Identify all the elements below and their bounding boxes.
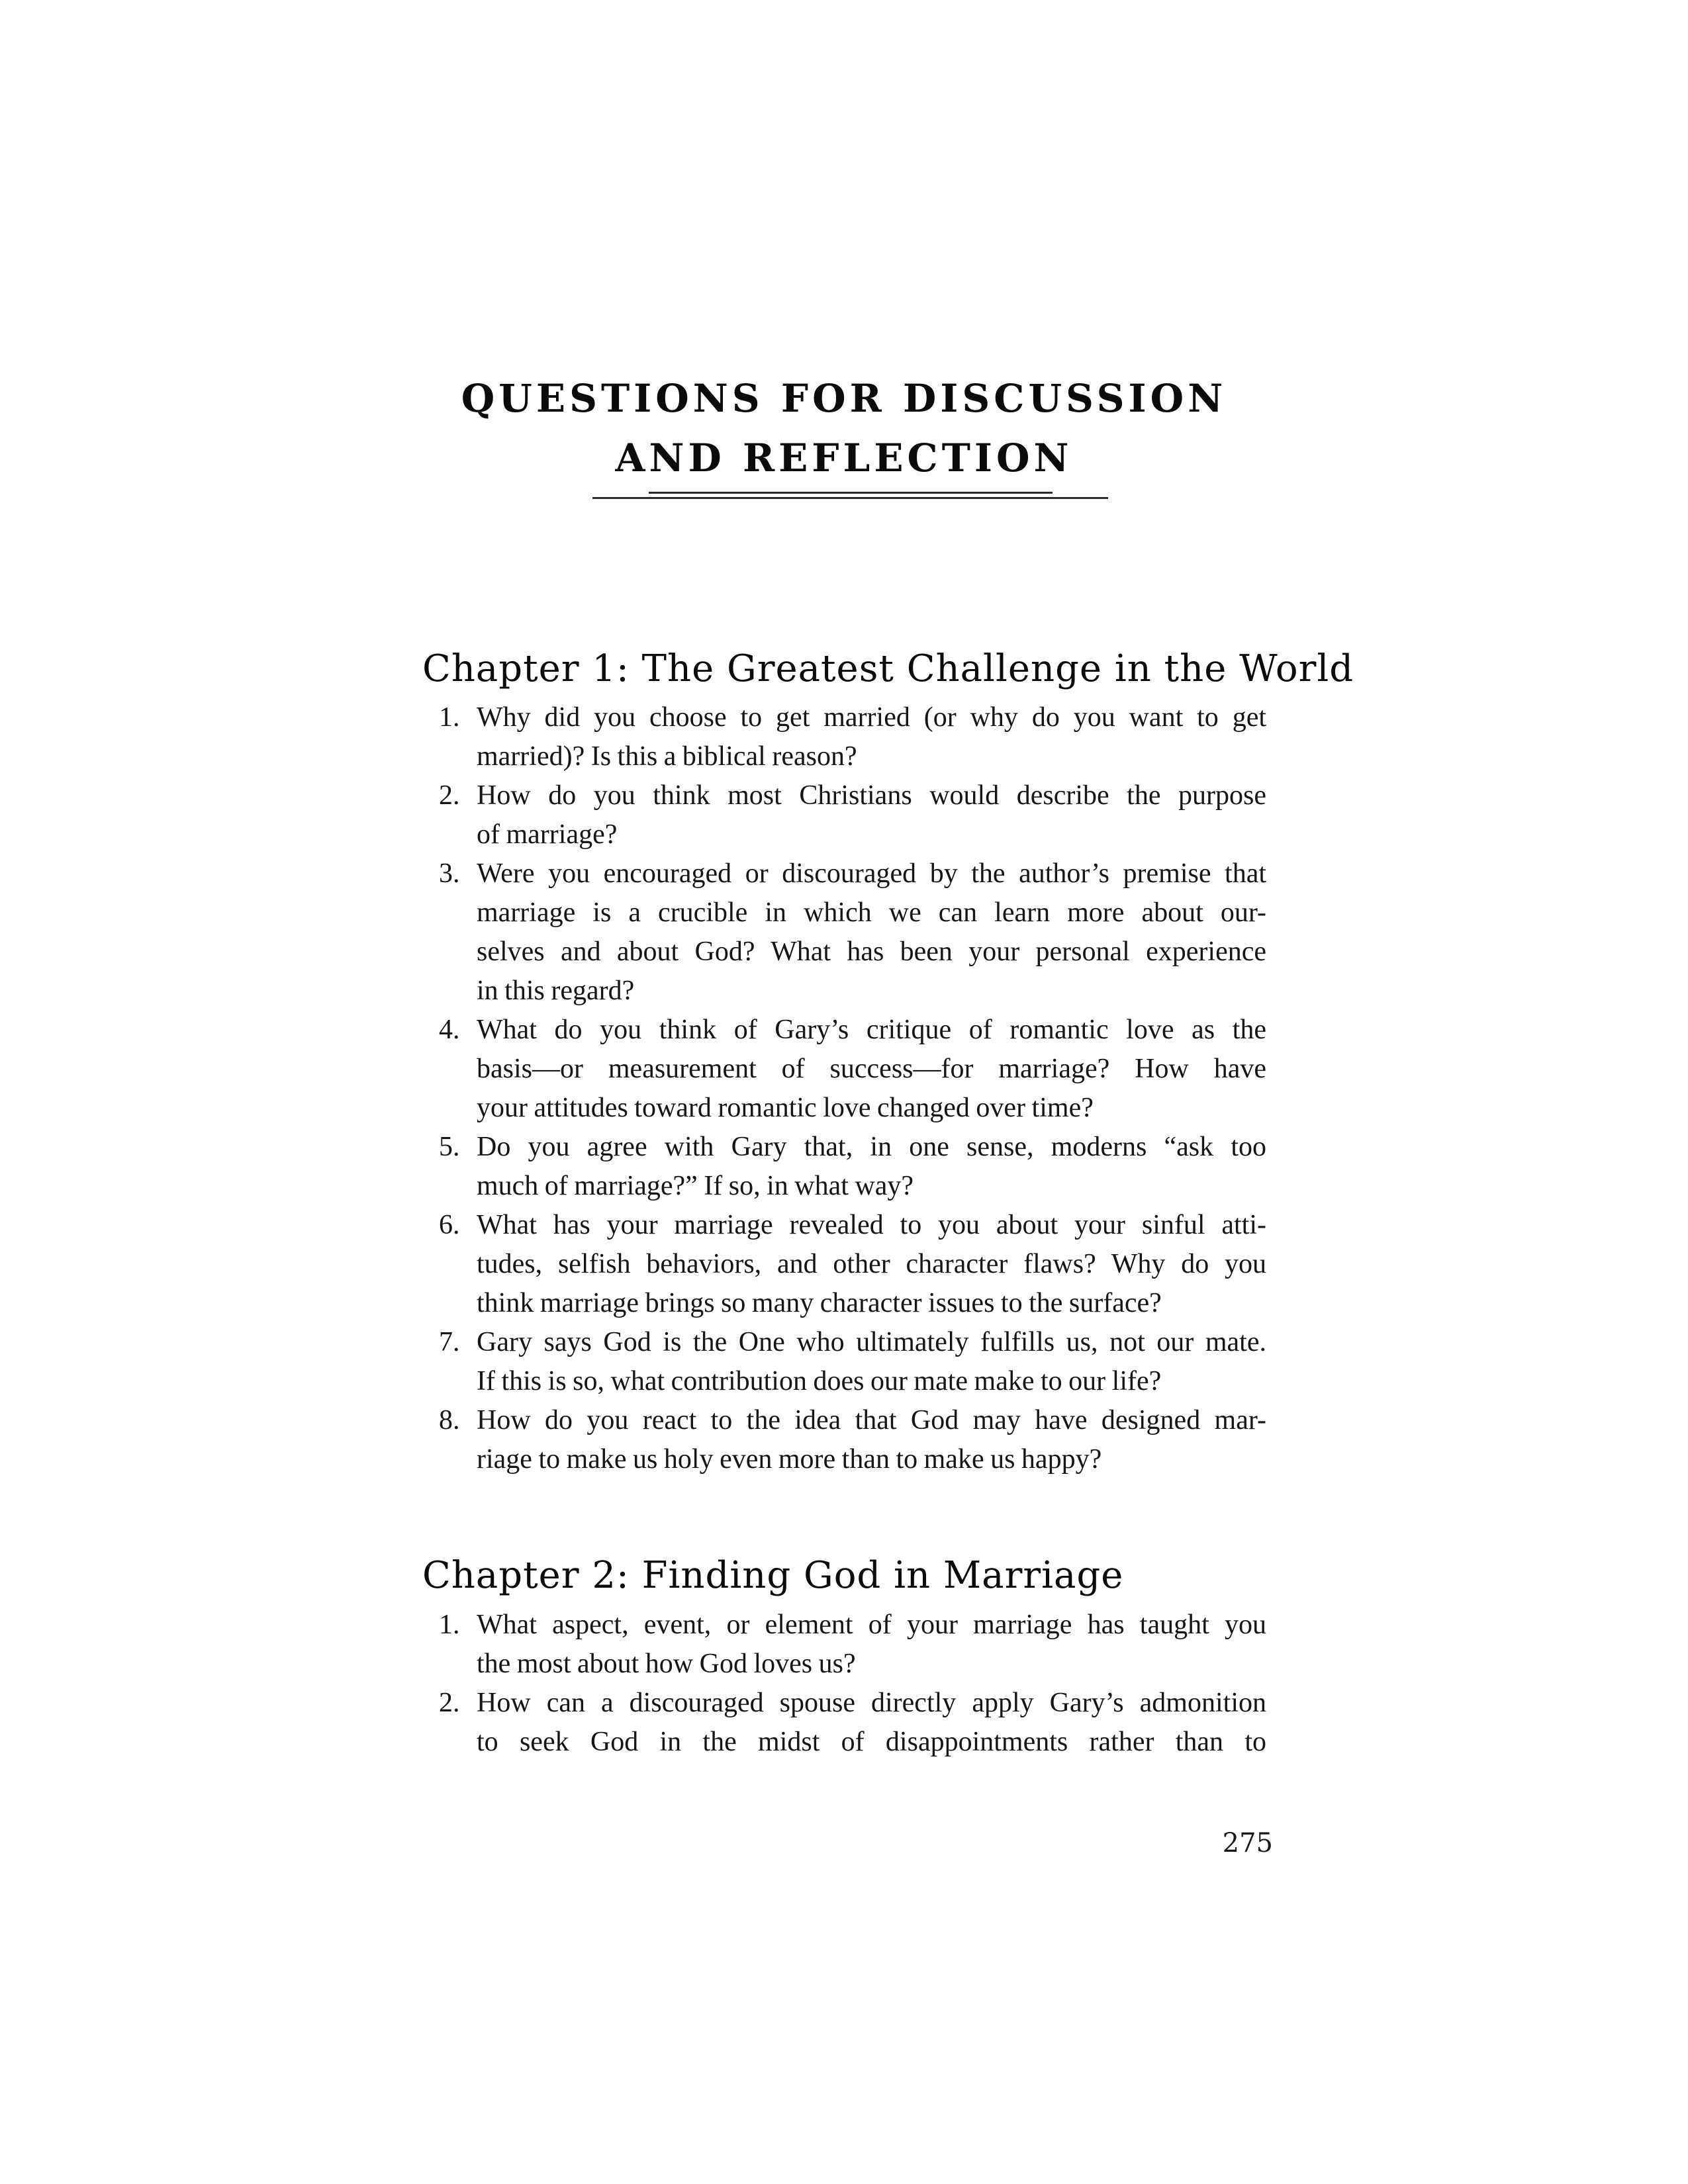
title-line-1: QUESTIONS FOR DISCUSSION [461, 376, 1227, 421]
text-line: Gary says God is the One who ultimately fulfills us, not our mate. [477, 1327, 1266, 1357]
text-line: Were you encouraged or discouraged by the author’s premise that [477, 858, 1266, 889]
item-number: 5. [439, 1132, 460, 1162]
text-line: tudes, selfish behaviors, and other character flaws? Why do you [477, 1249, 1266, 1279]
title-underline-upper [649, 492, 1053, 494]
chapter-2-heading: Chapter 2: Finding God in Marriage [422, 1554, 1124, 1597]
chapter-1-question-list [434, 698, 1266, 1479]
text-line: What aspect, event, or element of your marriage has taught you [477, 1610, 1266, 1640]
text-line: think marriage brings so many character issues to the surface? [477, 1288, 1162, 1318]
item-number: 3. [439, 858, 460, 889]
item-number: 8. [439, 1405, 460, 1435]
item-number: 7. [439, 1327, 460, 1357]
item-text [477, 698, 1266, 776]
chapter-2-question-list [434, 1606, 1266, 1762]
text-line: much of marriage?” If so, in what way? [477, 1171, 914, 1201]
text-line: Why did you choose to get married (or why do you want to get [477, 702, 1266, 733]
text-line: of marriage? [477, 819, 618, 850]
text-line: How do you react to the idea that God may have designed mar- [477, 1405, 1266, 1435]
text-line: If this is so, what contribution does our mate make to our life? [477, 1366, 1162, 1396]
item-text [477, 776, 1266, 854]
text-line: How can a discouraged spouse directly apply Gary’s admonition [477, 1688, 1266, 1718]
item-text [477, 1684, 1266, 1762]
text-line: married)? Is this a biblical reason? [477, 741, 857, 772]
page-title [0, 369, 1688, 488]
text-line: riage to make us holy even more than to make us happy? [477, 1444, 1102, 1475]
title-underline-lower [592, 497, 1108, 499]
text-line: your attitudes toward romantic love changed over time? [477, 1093, 1094, 1123]
text-line: basis—or measurement of success—for marriage? How have [477, 1054, 1266, 1084]
page-number: 275 [1222, 1828, 1273, 1858]
list-item [434, 1401, 1266, 1479]
text-line: the most about how God loves us? [477, 1649, 856, 1679]
text-line: What do you think of Gary’s critique of romantic love as the [477, 1015, 1266, 1045]
list-item [434, 1323, 1266, 1401]
title-line-2: AND REFLECTION [615, 435, 1073, 480]
list-item [434, 776, 1266, 854]
item-text [477, 1401, 1266, 1479]
list-item [434, 1206, 1266, 1323]
item-number: 6. [439, 1210, 460, 1240]
item-number: 1. [439, 702, 460, 733]
text-line: to seek God in the midst of disappointments rather than to [477, 1727, 1266, 1757]
list-item [434, 1128, 1266, 1206]
text-line: marriage is a crucible in which we can learn more about our- [477, 897, 1266, 928]
item-number: 2. [439, 1688, 460, 1718]
item-text [477, 1128, 1266, 1206]
item-number: 1. [439, 1610, 460, 1640]
list-item [434, 854, 1266, 1011]
chapter-1-heading: Chapter 1: The Greatest Challenge in the World [422, 647, 1354, 690]
list-item [434, 698, 1266, 776]
item-number: 2. [439, 780, 460, 811]
list-item [434, 1684, 1266, 1762]
item-number: 4. [439, 1015, 460, 1045]
item-text [477, 854, 1266, 1011]
item-text [477, 1323, 1266, 1401]
item-text [477, 1606, 1266, 1684]
text-line: Do you agree with Gary that, in one sense, moderns “ask too [477, 1132, 1266, 1162]
list-item [434, 1606, 1266, 1684]
text-line: selves and about God? What has been your personal experience [477, 936, 1266, 967]
text-line: How do you think most Christians would describe the purpose [477, 780, 1266, 811]
text-line: What has your marriage revealed to you about your sinful atti- [477, 1210, 1266, 1240]
item-text [477, 1206, 1266, 1323]
item-text [477, 1011, 1266, 1128]
text-line: in this regard? [477, 976, 635, 1006]
list-item [434, 1011, 1266, 1128]
